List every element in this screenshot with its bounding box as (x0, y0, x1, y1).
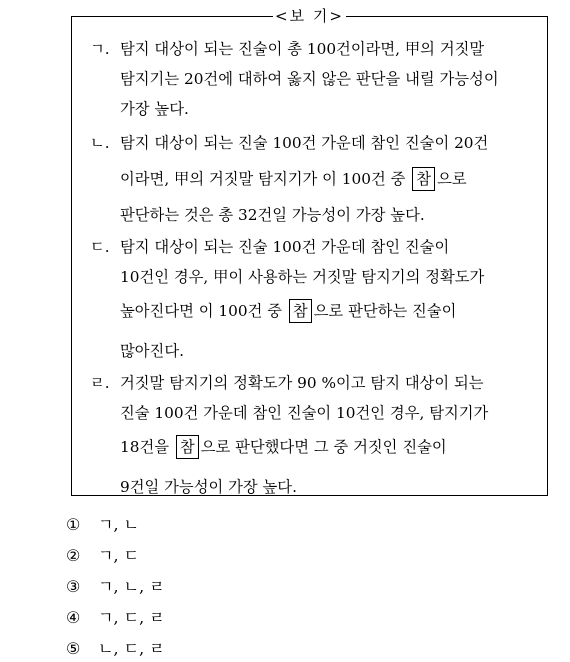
item-marker: ㄹ. (90, 374, 110, 392)
item-line (120, 435, 540, 459)
item-marker: ㄱ. (90, 40, 110, 58)
item-line (120, 167, 540, 191)
item-line: 9건일 가능성이 가장 높다. (120, 478, 297, 496)
item-line: 10건인 경우, 甲이 사용하는 거짓말 탐지기의 정확도가 (120, 268, 485, 286)
item-line: 가장 높다. (120, 100, 189, 118)
choice-1[interactable] (66, 512, 139, 535)
choice-number: ⑤ (66, 639, 81, 658)
bogi-box (71, 7, 548, 496)
choice-text: ㄱ, ㄷ (98, 546, 140, 565)
boxed-cham-label: 참 (176, 435, 199, 459)
choice-text: ㄱ, ㄷ, ㄹ (98, 608, 165, 627)
boxed-cham-label: 참 (412, 167, 435, 191)
item-line: 진술 100건 가운데 참인 진술이 10건인 경우, 탐지기가 (120, 404, 489, 422)
item-text: 이라면, 甲의 거짓말 탐지기가 이 100건 중 (120, 170, 406, 188)
choice-5[interactable] (66, 636, 165, 659)
choice-number: ④ (66, 608, 81, 627)
choice-2[interactable] (66, 543, 139, 566)
item-text: 으로 (437, 170, 467, 188)
item-line (120, 299, 540, 323)
item-line: 탐지기는 20건에 대하여 옳지 않은 판단을 내릴 가능성이 (120, 70, 499, 88)
item-line: 거짓말 탐지기의 정확도가 90 %이고 탐지 대상이 되는 (120, 374, 484, 392)
item-line: 판단하는 것은 총 32건일 가능성이 가장 높다. (120, 206, 425, 224)
item-line: 탐지 대상이 되는 진술 100건 가운데 참인 진술이 (120, 238, 450, 256)
item-line: 탐지 대상이 되는 진술 100건 가운데 참인 진술이 20건 (120, 134, 489, 152)
item-marker: ㄷ. (90, 238, 110, 256)
item-line: 많아진다. (120, 342, 184, 360)
choice-4[interactable] (66, 605, 165, 628)
choice-text: ㄱ, ㄴ, ㄹ (98, 577, 165, 596)
item-text: 높아진다면 이 100건 중 (120, 302, 282, 320)
choice-text: ㄱ, ㄴ (98, 515, 140, 534)
choice-number: ③ (66, 577, 81, 596)
choice-text: ㄴ, ㄷ, ㄹ (98, 639, 165, 658)
item-line: 탐지 대상이 되는 진술이 총 100건이라면, 甲의 거짓말 (120, 40, 485, 58)
boxed-cham-label: 참 (289, 299, 312, 323)
item-text: 으로 판단하는 진술이 (313, 302, 457, 320)
item-marker: ㄴ. (90, 134, 110, 152)
choice-number: ① (66, 515, 81, 534)
item-text: 으로 판단했다면 그 중 거짓인 진술이 (200, 438, 447, 456)
choice-number: ② (66, 546, 81, 565)
choice-3[interactable] (66, 574, 165, 597)
item-text: 18건을 (120, 438, 170, 456)
bogi-title: <보 기> (275, 7, 344, 25)
